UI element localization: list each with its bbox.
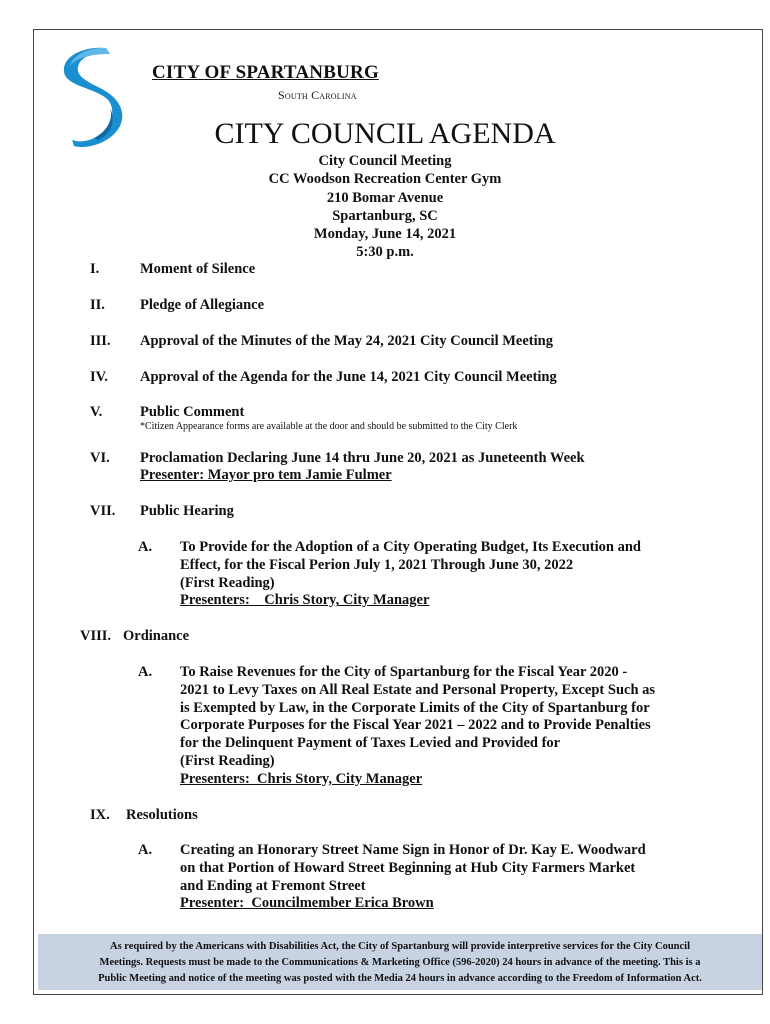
item-presenter: Presenter: Mayor pro tem Jamie Fulmer [140, 467, 392, 483]
item-number: I. [90, 261, 100, 277]
city-name: CITY OF SPARTANBURG [152, 62, 379, 83]
subitem-letter: A. [138, 539, 153, 555]
subitem-line: 2021 to Levy Taxes on All Real Estate and Personal Property, Except Such as [180, 681, 656, 698]
footer-line: As required by the Americans with Disabilities Act, the City of Spartanburg will provide interpretive services for the City Council [110, 941, 690, 952]
item-text: Moment of Silence [140, 261, 256, 277]
item-number: VII. [90, 503, 116, 519]
subitem-line: for the Delinquent Payment of Taxes Levied and Provided for [180, 735, 561, 752]
subitem-body [180, 539, 641, 610]
meeting-city: Spartanburg, SC [332, 207, 438, 224]
item-text: Proclamation Declaring June 14 thru June 20, 2021 as Juneteenth Week [140, 450, 585, 466]
state-name: South Carolina [278, 88, 357, 102]
item-number: IV. [90, 369, 108, 385]
subitem-line: Creating an Honorary Street Name Sign in Honor of Dr. Kay E. Woodward [180, 842, 646, 858]
ada-notice-footer [38, 934, 762, 990]
subitem-line: Effect, for the Fiscal Perion July 1, 2021 Through June 30, 2022 [180, 556, 574, 573]
subitem-presenter: Presenters: Chris Story, City Manager [180, 770, 423, 787]
meeting-name: City Council Meeting [318, 153, 452, 169]
item-text: Approval of the Minutes of the May 24, 2021 City Council Meeting [140, 333, 553, 349]
subitem-letter: A. [138, 664, 153, 680]
meeting-address: 210 Bomar Avenue [326, 189, 444, 206]
meeting-location: CC Woodson Recreation Center Gym [268, 171, 502, 188]
meeting-date: Monday, June 14, 2021 [313, 226, 457, 243]
item-text: Ordinance [123, 628, 190, 644]
subitem-line: To Raise Revenues for the City of Spartanburg for the Fiscal Year 2020 - [180, 664, 628, 680]
meeting-time: 5:30 p.m. [356, 244, 414, 261]
public-comment-note: *Citizen Appearance forms are available at the door and should be submitted to the City Clerk [140, 421, 518, 432]
subitem-line: (First Reading) [180, 752, 275, 769]
item-number: IX. [90, 807, 110, 823]
item-text: Approval of the Agenda for the June 14, 2021 City Council Meeting [140, 369, 557, 385]
item-text: Resolutions [126, 807, 198, 823]
subitem-line: (First Reading) [180, 574, 275, 591]
item-text: Public Comment [140, 404, 245, 420]
item-number: VI. [90, 450, 110, 466]
item-number: III. [90, 333, 111, 349]
agenda-title: CITY COUNCIL AGENDA [214, 117, 556, 150]
item-number: II. [90, 297, 105, 313]
subitem-line: is Exempted by Law, in the Corporate Limits of the City of Spartanburg for [180, 699, 650, 716]
footer-line: Public Meeting and notice of the meeting was posted with the Media 24 hours in advance according to the Freedom of Information Act. [98, 973, 702, 984]
meeting-info [0, 152, 770, 262]
subitem-line: To Provide for the Adoption of a City Operating Budget, Its Execution and [180, 539, 641, 555]
subitem-presenter: Presenter: Councilmember Erica Brown [180, 895, 434, 912]
footer-line: Meetings. Requests must be made to the Communications & Marketing Office (596-2020) 24 hours in advance of the meeting. This is a [99, 957, 701, 968]
subitem-letter: A. [138, 842, 153, 858]
item-number: V. [90, 404, 103, 420]
subitem-presenter: Presenters: Chris Story, City Manager [180, 592, 430, 609]
item-number: VIII. [80, 628, 112, 644]
item-text: Pledge of Allegiance [140, 297, 265, 313]
subitem-body [180, 664, 655, 789]
item-text: Public Hearing [140, 503, 234, 519]
subitem-line: Corporate Purposes for the Fiscal Year 2021 – 2022 and to Provide Penalties [180, 717, 651, 734]
subitem-body [180, 842, 646, 913]
subitem-line: on that Portion of Howard Street Beginning at Hub City Farmers Market [180, 859, 636, 876]
subitem-line: and Ending at Fremont Street [180, 877, 366, 894]
